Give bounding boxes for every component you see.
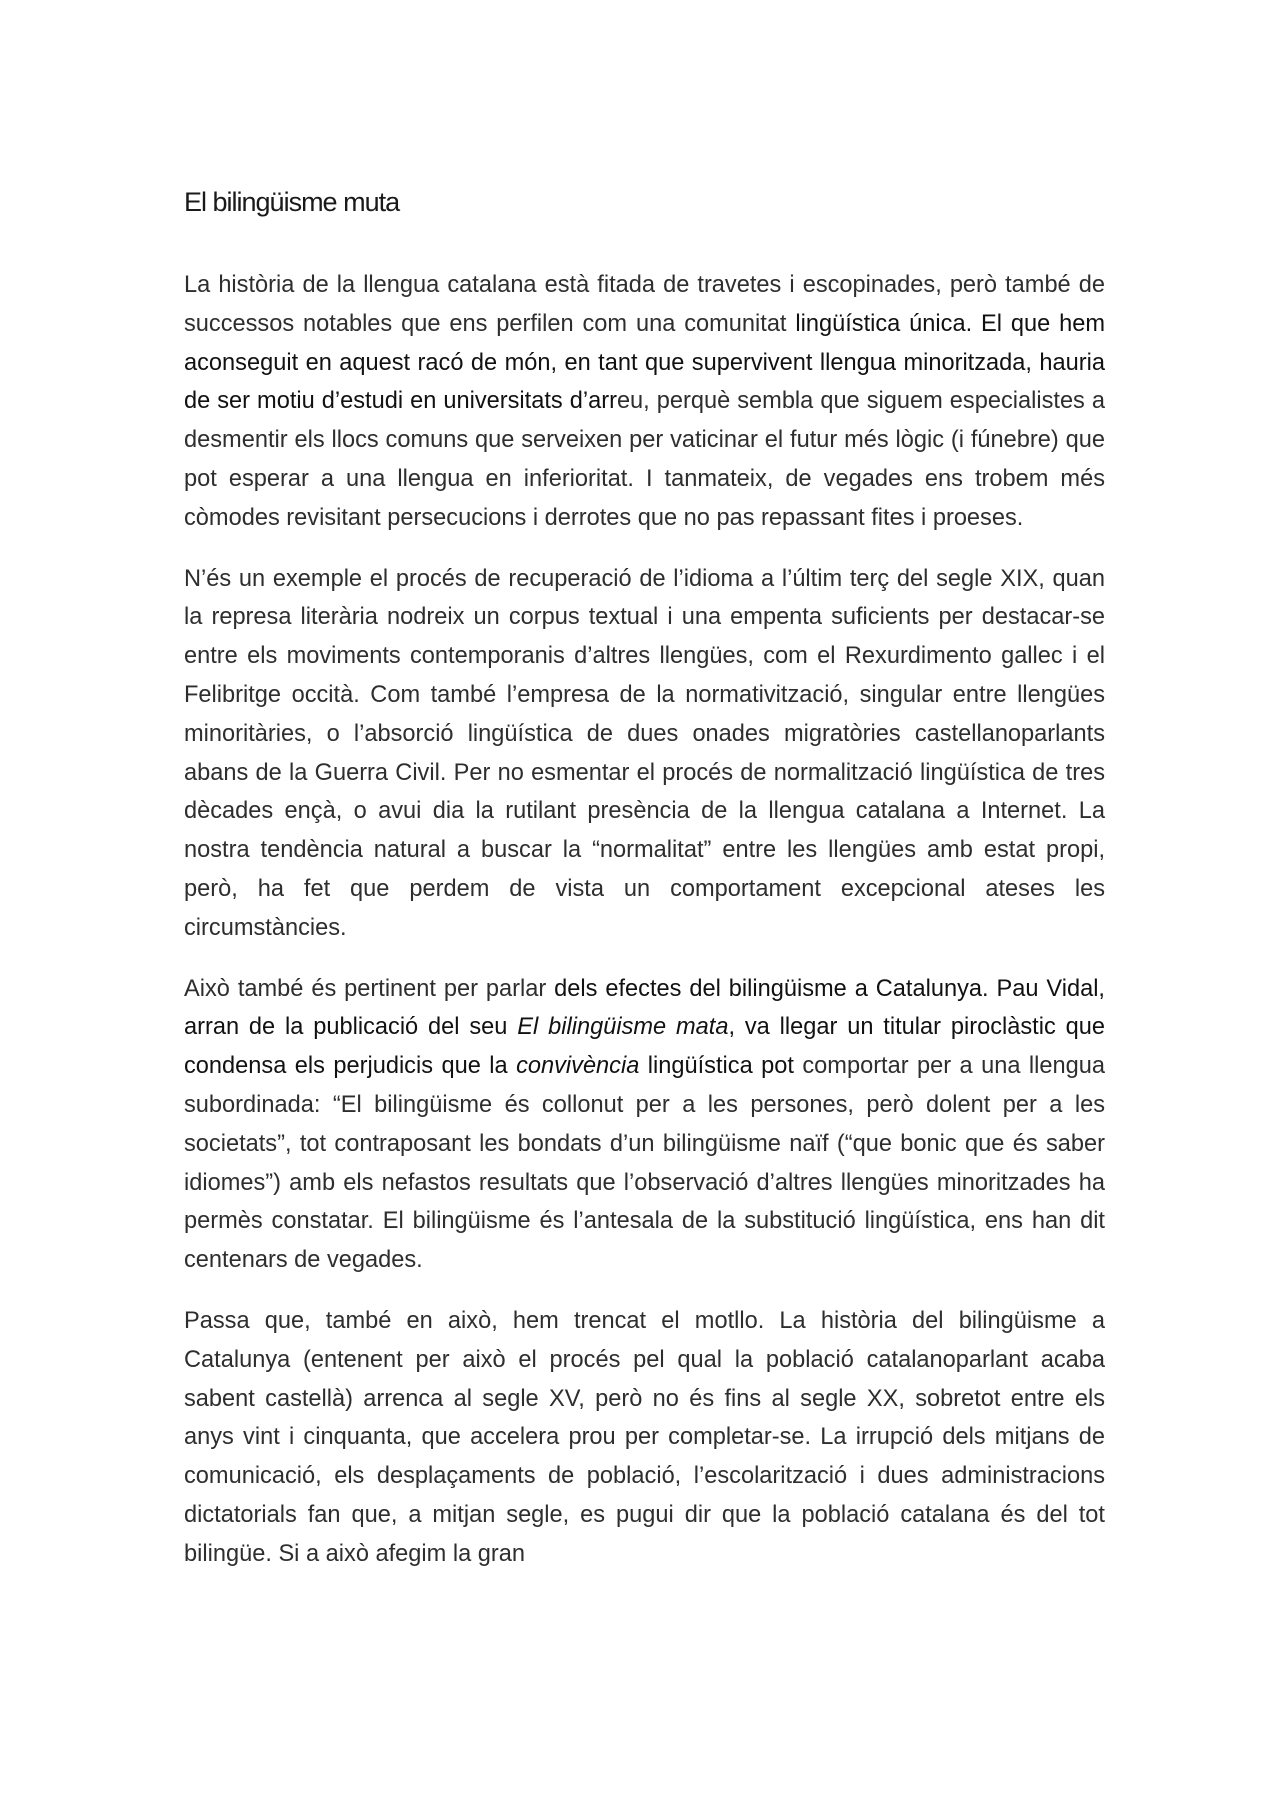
text-run: lingüística única. El que hem aconseguit en aquest racó de món, en tant que supervivent llengua minoritzada, hauria de ser motiu d’estudi en universitats d’arr <box>184 310 1105 415</box>
text-run: dels efectes del bilingüisme a Catalunya. Pau Vidal, arran de la publicació del seu <box>184 975 1105 1041</box>
text-run: convivència <box>516 1053 640 1080</box>
text-run: lingüística pot <box>639 1053 803 1080</box>
document-title: El bilingüisme muta <box>184 187 400 217</box>
text-run: eu, perquè sembla que siguem especialistes a desmentir els llocs comuns que serveixen per vaticinar el futur més lògic (i fúnebre) que pot esperar a una llengua en inferioritat. I tanmateix, de vegades ens trobem més còmodes revisitant persecucions i derrotes que no pas repassant fites i proeses. <box>184 388 1105 531</box>
text-run: Això també és pertinent per parlar <box>184 975 555 1002</box>
body-paragraph <box>184 970 1105 1280</box>
text-run: El bilingüisme mata <box>517 1014 729 1041</box>
text-run: N’és un exemple el procés de recuperació de l’idioma a l’últim terç del segle XIX, quan la represa literària nodreix un corpus textual i una empenta suficients per destacar-se entre els moviments contemporanis d’altres llengües, com el Rexurdimento gallec i el Felibritge occità. Com també l’empresa de la normativització, singular entre llengües minoritàries, o l’absorció lingüística de dues onades migratòries castellanoparlants abans de la Guerra Civil. Per no esmentar el procés de normalització lingüística de tres dècades ençà, o avui dia la rutilant presència de la llengua catalana a Internet. La nostra tendència natural a buscar la “normalitat” entre les llengües amb estat propi, però, ha fet que perdem de vista un comportament excepcional ateses les circumstàncies. <box>184 565 1105 941</box>
text-run: La història de la llengua catalana està fitada de travetes i escopinades, però també de successos notables que ens perfilen com una comunitat <box>184 272 1105 337</box>
text-run: comportar per a una llengua subordinada: “El bilingüisme és collonut per a les persones, però dolent per a les societats”, tot contraposant les bondats d’un bilingüisme naïf (“que bonic que és saber idiomes”) amb els nefastos resultats que l’observació d’altres llengües minoritzades ha permès constatar. El bilingüisme és l’antesala de la substitució lingüística, ens han dit centenars de vegades. <box>184 1053 1106 1274</box>
body-paragraph <box>184 1302 1105 1574</box>
text-run: , va llegar un titular piroclàstic que condensa els perjudicis que la <box>184 1014 1105 1080</box>
text-run: Passa que, també en això, hem trencat el motllo. La història del bilingüisme a Catalunya (entenent per això el procés pel qual la població catalanoparlant acaba sabent castellà) arrenca al segle XV, però no és fins al segle XX, sobretot entre els anys vint i cinquanta, que accelera prou per completar-se. La irrupció dels mitjans de comunicació, els desplaçaments de població, l’escolarització i dues administracions dictatorials fan que, a mitjan segle, es pugui dir que la població catalana és del tot bilingüe. Si a això afegim la gran <box>184 1307 1105 1567</box>
document-page <box>184 184 1105 1596</box>
body-paragraph <box>184 560 1105 948</box>
body-paragraph <box>184 266 1105 538</box>
document-body <box>184 266 1105 1574</box>
